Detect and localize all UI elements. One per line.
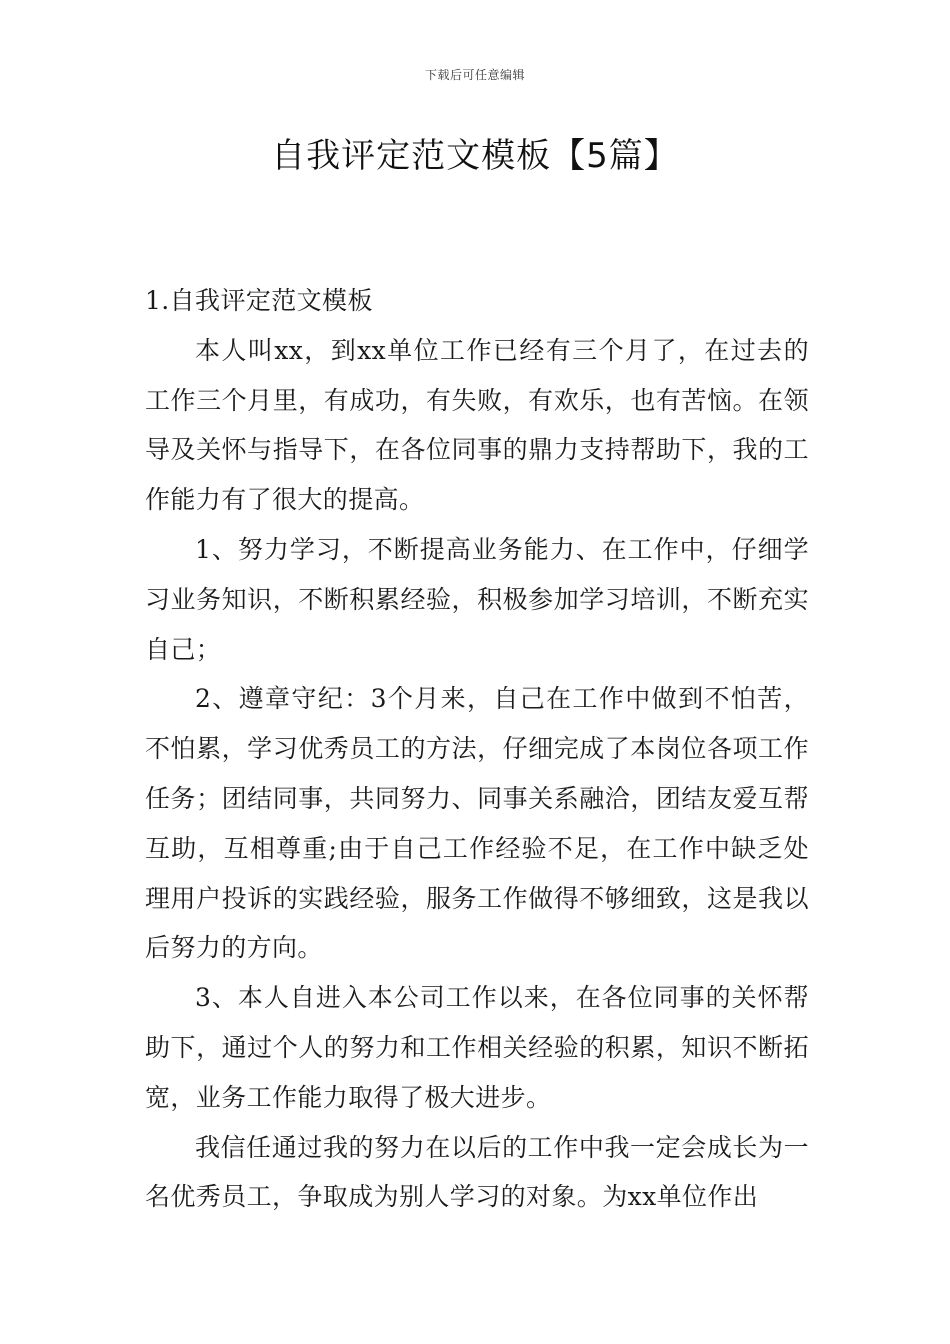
paragraph-closing: 我信任通过我的努力在以后的工作中我一定会成长为一名优秀员工，争取成为别人学习的对象。为xx单位作出 (145, 1132, 809, 1212)
paragraph-point-2: 2、遵章守纪：3个月来，自己在工作中做到不怕苦，不怕累，学习优秀员工的方法，仔细完成了本岗位各项工作任务；团结同事，共同努力、同事关系融洽，团结友爱互帮互助，互相尊重;由于自己工作经验不足，在工作中缺乏处理用户投诉的实践经验，服务工作做得不够细致，这是我以后努力的方向。 (145, 684, 809, 963)
document-body (145, 276, 809, 1222)
document-title: 自我评定范文模板【5篇】 (271, 136, 679, 176)
paragraph-point-3: 3、本人自进入本公司工作以来，在各位同事的关怀帮助下，通过个人的努力和工作相关经验的积累，知识不断拓宽，业务工作能力取得了极大进步。 (145, 983, 809, 1112)
header-note: 下载后可任意编辑 (424, 68, 525, 82)
paragraph-intro: 本人叫xx，到xx单位工作已经有三个月了，在过去的工作三个月里，有成功，有失败，有欢乐，也有苦恼。在领导及关怀与指导下，在各位同事的鼎力支持帮助下，我的工作能力有了很大的提高。 (145, 335, 809, 515)
paragraph-point-1: 1、努力学习，不断提高业务能力、在工作中，仔细学习业务知识，不断积累经验，积极参加学习培训，不断充实自己； (145, 534, 809, 664)
section-heading: 1.自我评定范文模板 (145, 286, 373, 315)
